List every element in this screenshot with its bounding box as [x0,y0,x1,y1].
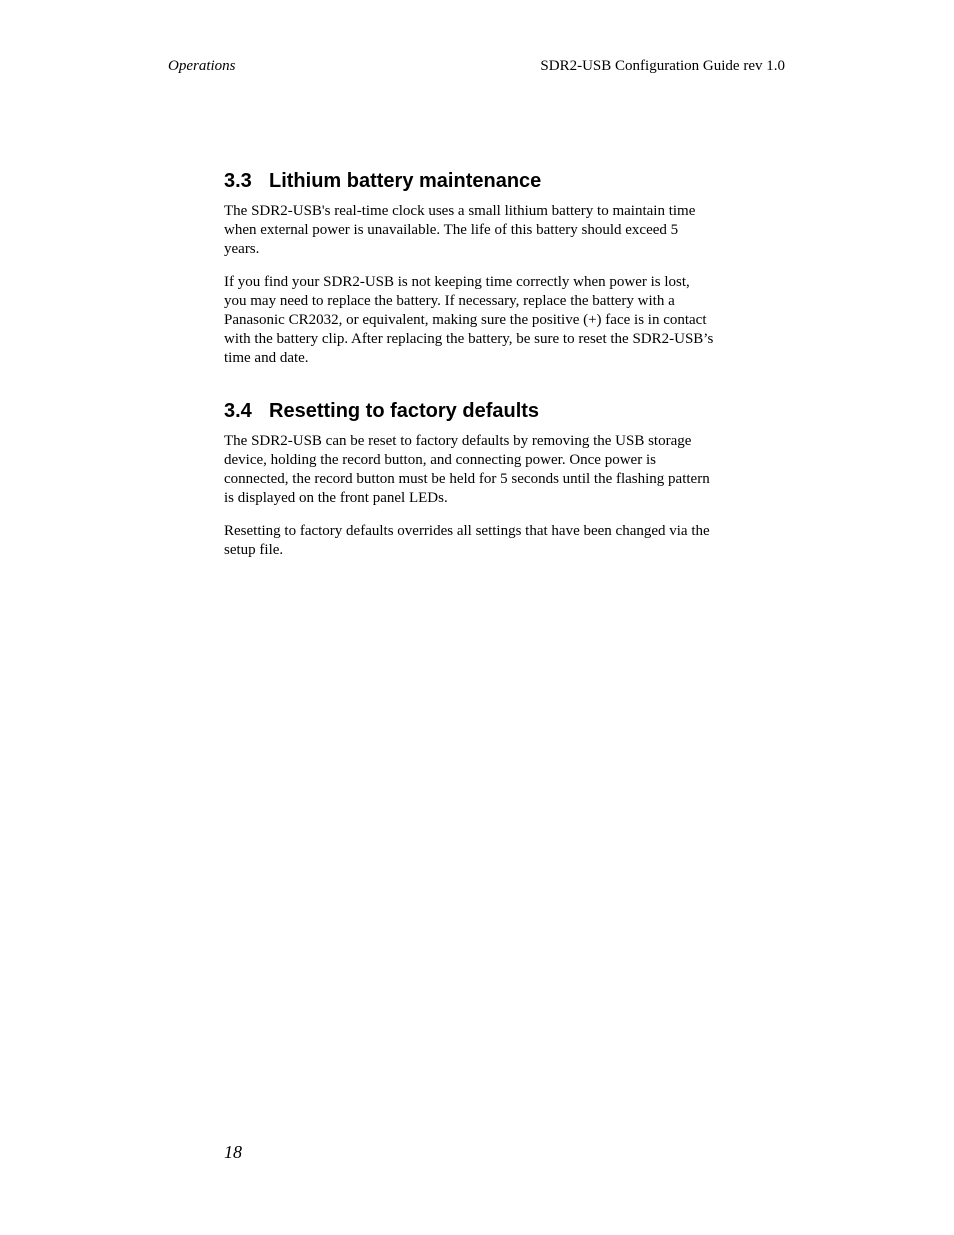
paragraph: The SDR2-USB's real-time clock uses a small lithium battery to maintain time when external power is unavailable. The life of this battery should exceed 5 years. [224,203,696,257]
section-number: 3.4 [224,400,252,422]
section-title: Lithium battery maintenance [269,170,542,192]
paragraph: If you find your SDR2-USB is not keeping time correctly when power is lost, you may need to replace the battery. If necessary, replace the battery with a Panasonic CR2032, or equivalent, making sure the positive (+) face is in contact with the battery clip. After replacing the battery, be sure to reset the SDR2-USB’s time and date. [224,274,714,366]
page-body [224,166,714,574]
section-heading [224,166,714,196]
paragraph: The SDR2-USB can be reset to factory defaults by removing the USB storage device, holding the record button, and connecting power. Once power is connected, the record button must be held for 5 seconds until the flashing pattern is displayed on the front panel LEDs. [224,433,710,506]
running-header-section: Operations [168,58,236,74]
section-title: Resetting to factory defaults [269,400,540,422]
section-lithium-battery [224,166,714,368]
running-header-title: SDR2-USB Configuration Guide rev 1.0 [540,58,785,74]
paragraph: Resetting to factory defaults overrides all settings that have been changed via the setup file. [224,523,710,558]
section-heading [224,396,714,426]
page-number: 18 [224,1142,242,1162]
section-number: 3.3 [224,170,252,192]
section-factory-defaults [224,396,714,560]
